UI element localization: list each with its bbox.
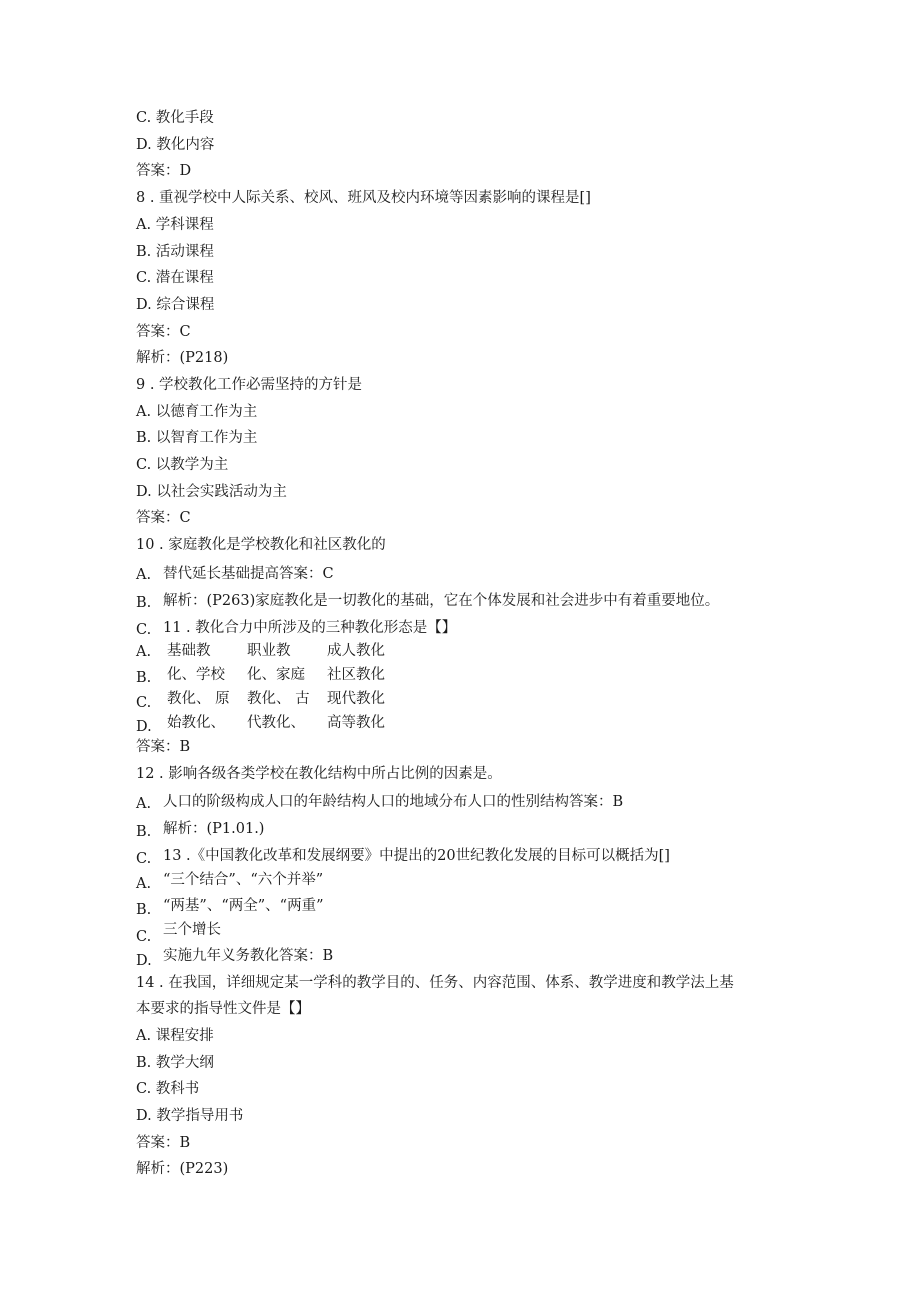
- option-marker: B.: [136, 902, 152, 918]
- grid-cell: 教化、 原: [167, 691, 230, 707]
- option-c: C. 潜在课程: [136, 270, 214, 286]
- grid-cell: 现代教化: [327, 691, 385, 707]
- option-marker: C.: [136, 695, 152, 711]
- option-marker: C.: [136, 929, 152, 945]
- option-marker: B.: [136, 824, 152, 840]
- option-a: A. 学科课程: [136, 217, 214, 233]
- grid-cell: 社区教化: [327, 667, 385, 683]
- grid-cell: 教化、 古: [247, 691, 310, 707]
- option-b: B. 教学大纲: [136, 1055, 214, 1071]
- question-14: 14 . 在我国，详细规定某一学科的教学目的、任务、内容范围、体系、教学进度和教学法上基: [136, 975, 734, 991]
- grid-cell: 始教化、: [167, 715, 225, 731]
- grid-cell: 化、家庭: [247, 667, 305, 683]
- option-d: D. 教化内容: [136, 137, 215, 153]
- option-b: B. 以智育工作为主: [136, 430, 258, 446]
- question-11: 11 . 教化合力中所涉及的三种教化形态是【】: [163, 620, 457, 636]
- option-marker: D.: [136, 953, 152, 969]
- option-c: C. 以教学为主: [136, 457, 229, 473]
- option-c: C. 教科书: [136, 1081, 200, 1097]
- question-9: 9 . 学校教化工作必需坚持的方针是: [136, 377, 363, 393]
- grid-cell: 成人教化: [327, 643, 385, 659]
- explanation-line: 解析：(P218): [136, 350, 229, 366]
- option-marker: A.: [136, 796, 152, 812]
- option-d: D. 以社会实践活动为主: [136, 484, 287, 500]
- grid-cell: 职业教: [247, 643, 291, 659]
- answer-line: 答案：C: [136, 510, 191, 526]
- option-marker: A.: [136, 876, 152, 892]
- option-marker: D.: [136, 719, 152, 735]
- option-text: “两基”、“两全”、“两重”: [163, 898, 324, 914]
- option-marker: B.: [136, 595, 152, 611]
- grid-cell: 化、学校: [167, 667, 225, 683]
- grid-cell: 基础教: [167, 643, 211, 659]
- explanation-line: 解析：(P263)家庭教化是一切教化的基础，它在个体发展和社会进步中有着重要地位。: [163, 593, 720, 609]
- option-a: A. 以德育工作为主: [136, 404, 258, 420]
- question-10: 10 . 家庭教化是学校教化和社区教化的: [136, 537, 386, 553]
- option-marker: B.: [136, 670, 152, 686]
- option-text: 替代延长基础提高答案：C: [163, 566, 334, 582]
- explanation-line: 解析：(P1.01.): [163, 821, 265, 837]
- option-marker: C.: [136, 622, 152, 638]
- option-marker: A.: [136, 567, 152, 583]
- option-a: A. 课程安排: [136, 1028, 214, 1044]
- option-d: D. 综合课程: [136, 297, 215, 313]
- explanation-line: 解析：(P223): [136, 1161, 229, 1177]
- option-b: B. 活动课程: [136, 244, 214, 260]
- grid-cell: 代教化、: [247, 715, 305, 731]
- answer-line: 答案：B: [136, 739, 191, 755]
- option-text: “三个结合”、“六个并举”: [163, 872, 324, 888]
- question-8: 8 . 重视学校中人际关系、校风、班风及校内环境等因素影响的课程是[]: [136, 190, 591, 206]
- option-d: D. 教学指导用书: [136, 1108, 244, 1124]
- question-12: 12 . 影响各级各类学校在教化结构中所占比例的因素是。: [136, 766, 502, 782]
- question-13: 13 .《中国教化改革和发展纲要》中提出的20世纪教化发展的目标可以概括为[]: [163, 848, 670, 864]
- option-marker: A.: [136, 644, 152, 660]
- answer-line: 答案：D: [136, 163, 192, 179]
- option-text: 人口的阶级构成人口的年龄结构人口的地域分布人口的性别结构答案：B: [163, 794, 624, 810]
- grid-cell: 高等教化: [327, 715, 385, 731]
- option-text: 三个增长: [163, 922, 221, 938]
- question-14-continued: 本要求的指导性文件是【】: [136, 1001, 310, 1017]
- answer-line: 答案：C: [136, 324, 191, 340]
- option-text: 实施九年义务教化答案：B: [163, 948, 334, 964]
- answer-line: 答案：B: [136, 1135, 191, 1151]
- option-c: C. 教化手段: [136, 110, 214, 126]
- option-marker: C.: [136, 851, 152, 867]
